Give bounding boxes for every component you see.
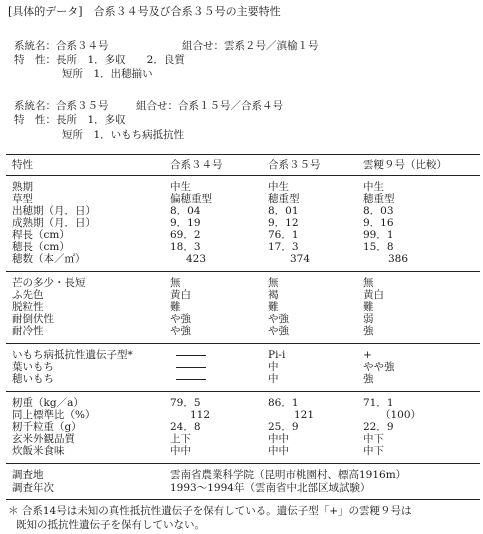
value-line35: 中中 [268, 433, 289, 445]
year-value: 1993～1994年（雲南省中北部区域試験） [170, 482, 371, 494]
site-label: 調査地 [12, 469, 44, 481]
value-line34: 難 [170, 301, 181, 313]
footnote-line2: 既知の抵抗性遺伝子を保有していない。 [16, 519, 205, 531]
value-check: 中下 [363, 433, 384, 445]
trait-label: 耐冷性 [12, 325, 44, 337]
value-line34: 423 [186, 253, 207, 265]
value-line35: 難 [268, 301, 279, 313]
header-trait: 特性 [12, 159, 33, 171]
value-check: 強 [363, 325, 374, 337]
trait-label: 草型 [12, 193, 33, 205]
document-heading: [具体的データ] 合系３４号及び合系３５号の主要特性 [8, 5, 281, 18]
value-line35: 76．1 [268, 229, 299, 241]
site-value: 雲南省農業科学院（昆明市桃園村、標高1916m） [170, 469, 407, 481]
group-rule [6, 271, 480, 272]
line34-name: 系統名：合系３４号 [14, 40, 109, 52]
value-line35: 中中 [268, 445, 289, 457]
trait-label: ふ先色 [12, 289, 44, 301]
value-line35: 中 [268, 373, 279, 385]
value-line34: や強 [170, 325, 191, 337]
header-line35: 合系３５号 [268, 159, 321, 171]
line34-cross: 組合せ：雲系２号／滇榆１号 [182, 40, 319, 52]
dash-mark [176, 379, 206, 380]
table-bottom-rule [6, 499, 480, 500]
value-line35: 25．9 [268, 421, 299, 433]
trait-label: 熟期 [12, 181, 33, 193]
line34-demerit: 短所 1．出穂揃い [62, 68, 153, 80]
value-line34: 112 [190, 409, 211, 421]
value-check: 22．9 [363, 421, 394, 433]
value-check: 無 [363, 277, 374, 289]
value-check: 黄白 [363, 289, 384, 301]
trait-label: 穂長（cm） [12, 241, 70, 253]
dash-mark [176, 355, 206, 356]
value-line35: や強 [268, 313, 289, 325]
value-line34: 中中 [170, 445, 191, 457]
line35-cross: 組合せ：合系１５号／合系４号 [136, 100, 283, 112]
value-line35: 86．1 [268, 397, 299, 409]
value-check: やや強 [363, 361, 395, 373]
value-line34: 69．2 [170, 229, 201, 241]
value-check: （100） [380, 409, 422, 421]
group-rule [6, 343, 480, 344]
value-line35: 121 [294, 409, 315, 421]
trait-label: 籾重（kg／a） [12, 397, 84, 409]
value-check: 386 [388, 253, 409, 265]
value-check: 弱 [363, 313, 374, 325]
value-line34: 上下 [170, 433, 191, 445]
value-check: 強 [363, 373, 374, 385]
trait-label: 穂数（本／㎡） [12, 253, 86, 265]
value-check: 99．1 [363, 229, 394, 241]
value-check: 中生 [363, 181, 384, 193]
value-check: 穂重型 [363, 193, 395, 205]
line35-demerit: 短所 1．いもち病抵抗性 [62, 129, 185, 141]
value-line35: 中 [268, 361, 279, 373]
line35-merit: 特 性：長所 1．多収 [14, 114, 126, 126]
value-check: 71．1 [363, 397, 394, 409]
value-check: 9．16 [363, 217, 394, 229]
group-rule [6, 391, 480, 392]
value-line35: 中生 [268, 181, 289, 193]
dash-mark [176, 367, 206, 368]
value-line35: 穂重型 [268, 193, 300, 205]
trait-label: 稈長（cm） [12, 229, 70, 241]
value-line34: 79．5 [170, 397, 201, 409]
value-line35: 9．12 [268, 217, 299, 229]
group-rule [6, 463, 480, 464]
value-line34: 黄白 [170, 289, 191, 301]
value-line35: 褐 [268, 289, 279, 301]
value-line35: 無 [268, 277, 279, 289]
trait-label: 穂いもち [12, 373, 54, 385]
value-check: 15．8 [363, 241, 394, 253]
trait-label: 脱粒性 [12, 301, 44, 313]
trait-label: 芒の多少・長短 [12, 277, 86, 289]
value-line34: 24．8 [170, 421, 201, 433]
table-top-rule [6, 154, 480, 155]
header-check: 雲粳９号（比較） [363, 159, 447, 171]
trait-label: 葉いもち [12, 361, 54, 373]
value-check: 8．03 [363, 205, 394, 217]
value-line34: 8．04 [170, 205, 201, 217]
trait-label: 玄米外観品質 [12, 433, 75, 445]
line35-name: 系統名：合系３５号 [14, 100, 109, 112]
trait-label: 籾千粒重（g） [12, 421, 82, 433]
year-label: 調査年次 [12, 482, 54, 494]
value-check: 難 [363, 301, 374, 313]
line34-merit: 特 性：長所 1．多収 2．良質 [14, 54, 185, 66]
value-line35: Pi-i [268, 349, 286, 361]
value-line34 [170, 373, 206, 385]
value-line34: 無 [170, 277, 181, 289]
value-line34: や強 [170, 313, 191, 325]
trait-label: 出穂期（月．日） [12, 205, 96, 217]
header-line34: 合系３４号 [170, 159, 223, 171]
footnote-line1: ＊ 合系14号は未知の真性抵抗性遺伝子を保有している。遺伝子型「+」の雲粳９号は [8, 505, 412, 517]
trait-label: 耐倒伏性 [12, 313, 54, 325]
trait-label: 同上標準比（%） [12, 409, 96, 421]
value-line35: 17．3 [268, 241, 299, 253]
value-line35: や強 [268, 325, 289, 337]
value-line34: 中生 [170, 181, 191, 193]
trait-label: 炊飯米食味 [12, 445, 65, 457]
value-check: + [363, 349, 372, 361]
value-line35: 374 [290, 253, 311, 265]
trait-label: 成熟期（月．日） [12, 217, 96, 229]
value-line34 [170, 349, 206, 361]
value-check: 中下 [363, 445, 384, 457]
trait-label: いもち病抵抗性遺伝子型* [12, 349, 133, 361]
value-line35: 8．01 [268, 205, 299, 217]
value-line34: 偏穂重型 [170, 193, 212, 205]
value-line34: 9．19 [170, 217, 201, 229]
value-line34 [170, 361, 206, 373]
value-line34: 18．3 [170, 241, 201, 253]
header-rule [6, 175, 480, 176]
